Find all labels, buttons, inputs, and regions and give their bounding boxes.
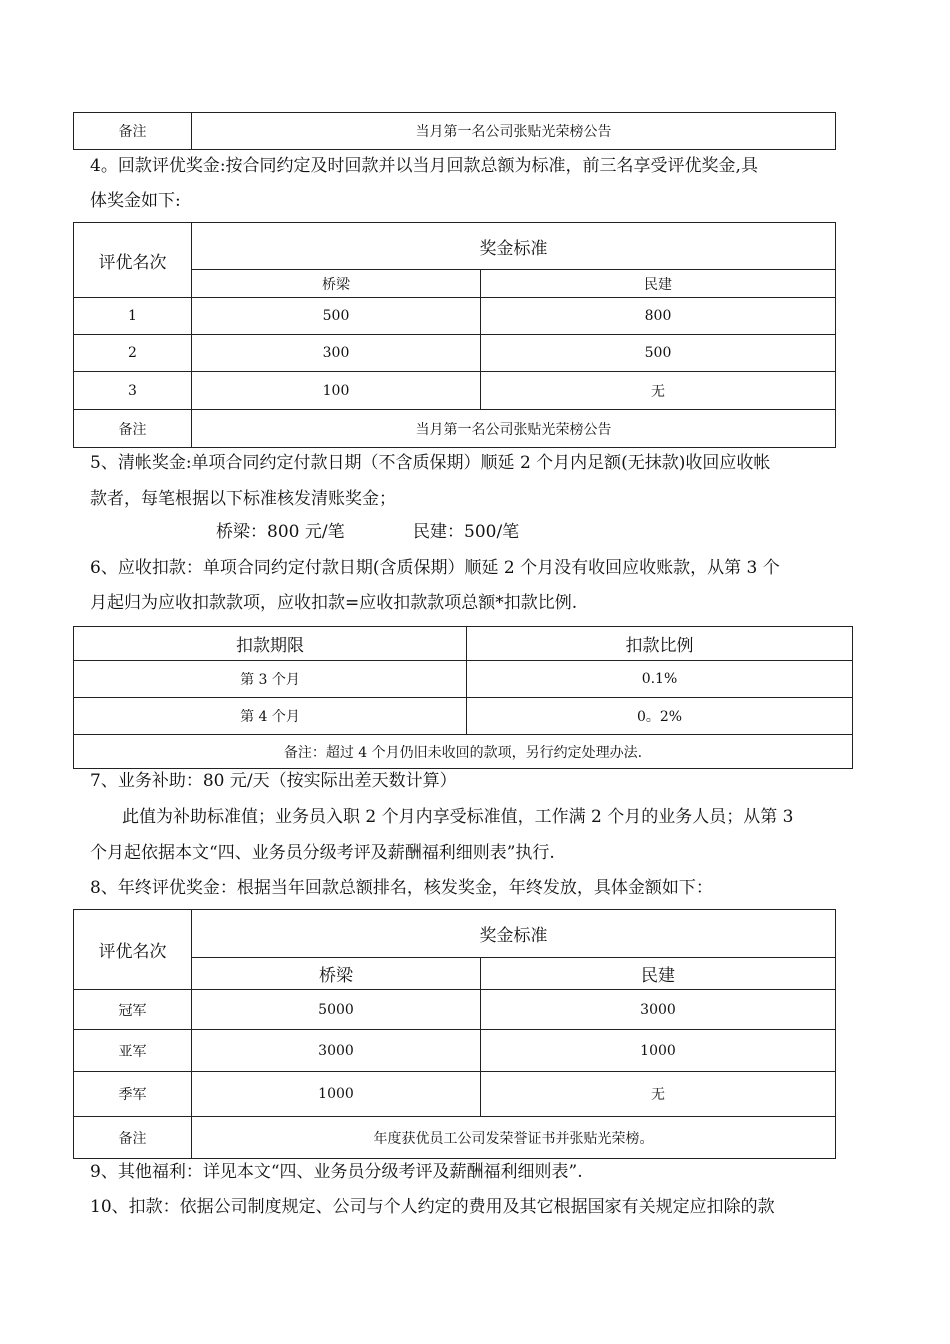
award-header: 奖金标准 xyxy=(192,223,836,270)
table-row xyxy=(74,661,853,698)
col-bridge: 桥梁 xyxy=(192,270,481,298)
p4-line2: 体奖金如下: xyxy=(90,191,181,211)
table-row xyxy=(74,698,853,735)
table-row xyxy=(74,1072,836,1117)
p7-line3: 个月起依据本文“四、业务员分级考评及薪酬福利细则表”执行. xyxy=(90,843,555,863)
bridge-cell: 300 xyxy=(192,335,481,372)
note-label: 备注 xyxy=(74,410,192,448)
table-deduction xyxy=(73,626,853,769)
remark-text: 当月第一名公司张贴光荣榜公告 xyxy=(192,113,836,150)
civil-cell: 3000 xyxy=(481,990,836,1030)
rank-cell: 冠军 xyxy=(74,990,192,1030)
rank-cell: 2 xyxy=(74,335,192,372)
col-civil: 民建 xyxy=(481,958,836,990)
p8-line1: 8、年终评优奖金：根据当年回款总额排名，核发奖金，年终发放，具体金额如下： xyxy=(90,878,713,898)
note-label: 备注 xyxy=(74,1117,192,1159)
table-row xyxy=(74,990,836,1030)
bridge-cell: 3000 xyxy=(192,1030,481,1072)
table-payment-award xyxy=(73,222,836,448)
bridge-cell: 1000 xyxy=(192,1072,481,1117)
rank-header: 评优名次 xyxy=(74,223,192,298)
period-cell: 第 3 个月 xyxy=(74,661,467,698)
ratio-cell: 0。2% xyxy=(467,698,853,735)
award-header: 奖金标准 xyxy=(192,910,836,958)
col-bridge: 桥梁 xyxy=(192,958,481,990)
p4-line1: 4。回款评优奖金:按合同约定及时回款并以当月回款总额为标准，前三名享受评优奖金,具 xyxy=(90,156,758,176)
p7-line2: 此值为补助标准值；业务员入职 2 个月内享受标准值，工作满 2 个月的业务人员；从第 3 xyxy=(122,807,794,827)
note-text: 当月第一名公司张贴光荣榜公告 xyxy=(192,410,836,448)
bridge-cell: 5000 xyxy=(192,990,481,1030)
rank-cell: 1 xyxy=(74,298,192,335)
p5-line1: 5、清帐奖金:单项合同约定付款日期（不含质保期）顺延 2 个月内足额(无抹款)收回应收帐 xyxy=(90,453,771,473)
bridge-cell: 100 xyxy=(192,372,481,410)
rank-cell: 3 xyxy=(74,372,192,410)
p5-civil-rate: 民建：500/笔 xyxy=(413,522,520,542)
rank-cell: 季军 xyxy=(74,1072,192,1117)
table-row xyxy=(74,372,836,410)
note-text: 年度获优员工公司发荣誉证书并张贴光荣榜。 xyxy=(192,1117,836,1159)
civil-cell: 无 xyxy=(481,1072,836,1117)
table-row xyxy=(74,335,836,372)
p5-bridge-rate: 桥梁：800 元/笔 xyxy=(216,522,345,542)
col-ratio: 扣款比例 xyxy=(467,627,853,661)
period-cell: 第 4 个月 xyxy=(74,698,467,735)
table-row xyxy=(74,298,836,335)
bridge-cell: 500 xyxy=(192,298,481,335)
p5-line2: 款者，每笔根据以下标准核发清账奖金； xyxy=(90,489,396,509)
deduct-note: 备注：超过 4 个月仍旧未收回的款项，另行约定处理办法. xyxy=(74,735,853,769)
table-annual-award xyxy=(73,909,836,1159)
civil-cell: 1000 xyxy=(481,1030,836,1072)
remark-label: 备注 xyxy=(74,113,192,150)
rank-cell: 亚军 xyxy=(74,1030,192,1072)
p6-line2: 月起归为应收扣款款项，应收扣款=应收扣款款项总额*扣款比例. xyxy=(90,593,578,613)
p6-line1: 6、应收扣款：单项合同约定付款日期(含质保期）顺延 2 个月没有收回应收账款，从第 3 个 xyxy=(90,558,780,578)
col-period: 扣款期限 xyxy=(74,627,467,661)
rank-header: 评优名次 xyxy=(74,910,192,990)
civil-cell: 500 xyxy=(481,335,836,372)
civil-cell: 无 xyxy=(481,372,836,410)
civil-cell: 800 xyxy=(481,298,836,335)
col-civil: 民建 xyxy=(481,270,836,298)
table-top-remark xyxy=(73,112,836,150)
ratio-cell: 0.1% xyxy=(467,661,853,698)
p7-line1: 7、业务补助：80 元/天（按实际出差天数计算） xyxy=(90,771,457,791)
p9-line1: 9、其他福利：详见本文“四、业务员分级考评及薪酬福利细则表”. xyxy=(90,1162,583,1182)
table-row xyxy=(74,1030,836,1072)
p10-line1: 10、扣款：依据公司制度规定、公司与个人约定的费用及其它根据国家有关规定应扣除的款 xyxy=(90,1197,775,1217)
